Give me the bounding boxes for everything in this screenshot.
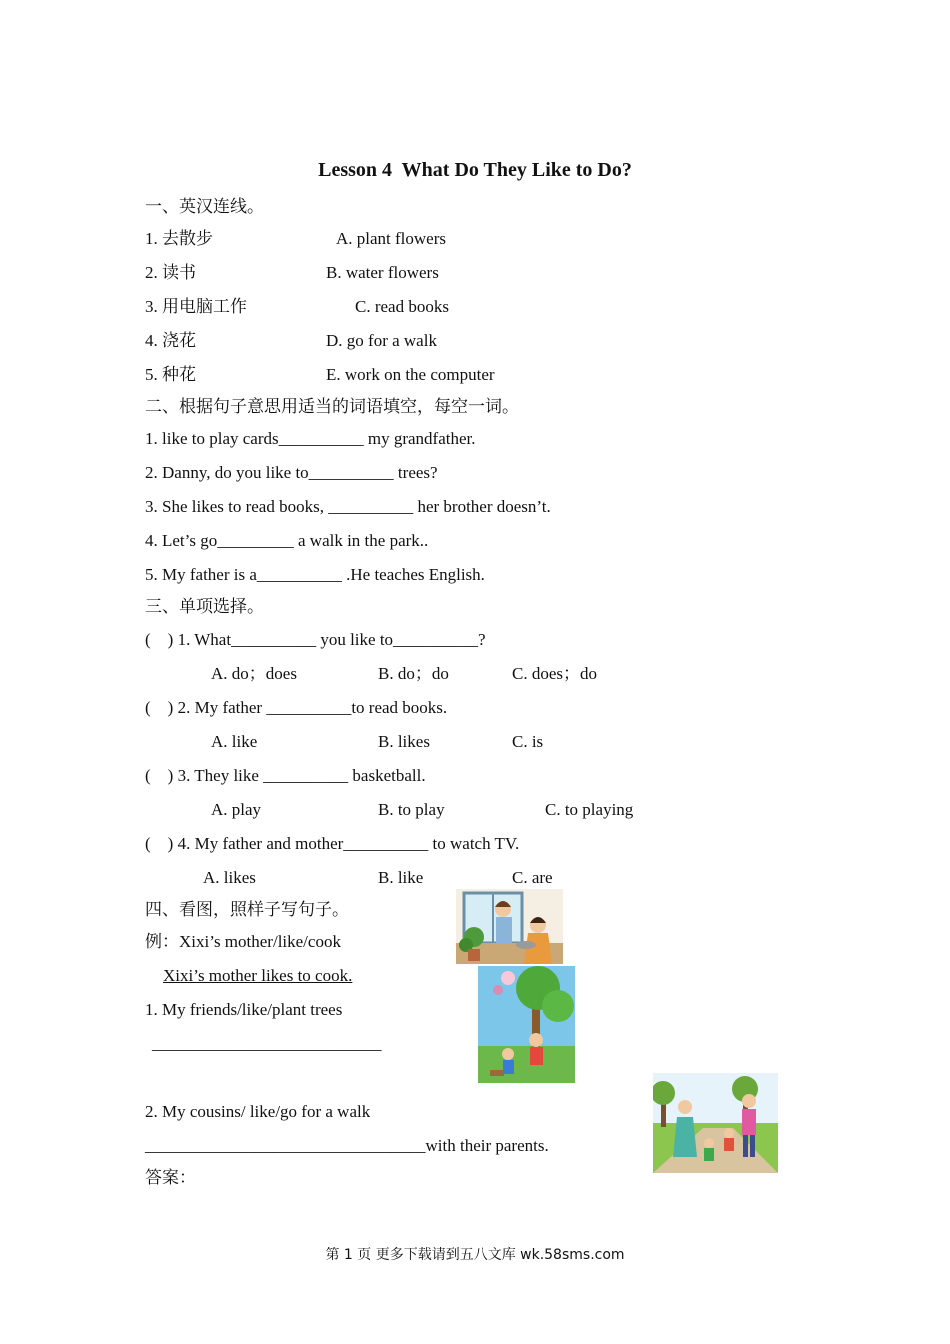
answer-label: 答案：	[145, 1168, 196, 1187]
write-answer-line-2: _________________________________with their parents.	[145, 1136, 549, 1155]
fill-item-4: 4. Let’s go_________ a walk in the park..	[145, 531, 429, 550]
planting-trees-illustration	[478, 966, 575, 1083]
example-prompt: 例：Xixi’s mother/like/cook	[145, 932, 341, 951]
page-title: Lesson 4 What Do They Like to Do?	[318, 159, 632, 181]
choice-3-option-b: B. to play	[378, 800, 445, 819]
choice-4-option-a: A. likes	[203, 868, 256, 887]
example-answer: Xixi’s mother likes to cook.	[163, 966, 353, 985]
section-2-heading: 二、根据句子意思用适当的词语填空，每空一词。	[145, 397, 519, 416]
match-left-5: 5. 种花	[145, 365, 196, 384]
write-answer-blank-1: ___________________________	[152, 1034, 382, 1053]
choice-question-3: ( ) 3. They like __________ basketball.	[145, 766, 426, 785]
fill-item-2: 2. Danny, do you like to__________ trees?	[145, 463, 438, 482]
choice-3-option-a: A. play	[211, 800, 262, 819]
match-left-1: 1. 去散步	[145, 229, 213, 248]
choice-4-option-c: C. are	[512, 868, 553, 887]
choice-2-option-b: B. likes	[378, 732, 430, 751]
fill-item-3: 3. She likes to read books, __________ her brother doesn’t.	[145, 497, 551, 516]
match-right-1: A. plant flowers	[336, 229, 447, 248]
section-4-heading: 四、看图，照样子写句子。	[145, 900, 349, 919]
write-question-1: 1. My friends/like/plant trees	[145, 1000, 343, 1019]
section-3-heading: 三、单项选择。	[145, 597, 264, 616]
choice-3-option-c: C. to playing	[545, 800, 634, 819]
match-left-3: 3. 用电脑工作	[145, 297, 247, 316]
match-left-4: 4. 浇花	[145, 331, 196, 350]
page-footer: 第 1 页 更多下载请到五八文库 wk.58sms.com	[325, 1247, 625, 1263]
match-right-2: B. water flowers	[326, 263, 439, 282]
cooking-illustration	[456, 889, 563, 964]
choice-question-1: ( ) 1. What__________ you like to__________?	[145, 630, 486, 649]
section-1-heading: 一、英汉连线。	[145, 197, 264, 216]
write-question-2: 2. My cousins/ like/go for a walk	[145, 1102, 371, 1121]
match-right-4: D. go for a walk	[326, 331, 437, 350]
choice-question-4: ( ) 4. My father and mother__________ to watch TV.	[145, 834, 520, 853]
choice-question-2: ( ) 2. My father __________to read books.	[145, 698, 448, 717]
choice-1-option-b: B. do；do	[378, 664, 449, 683]
family-walk-illustration	[653, 1073, 778, 1173]
choice-1-option-c: C. does；do	[512, 664, 597, 683]
match-right-5: E. work on the computer	[326, 365, 495, 384]
choice-2-option-c: C. is	[512, 732, 544, 751]
match-right-3: C. read books	[355, 297, 449, 316]
choice-4-option-b: B. like	[378, 868, 424, 887]
choice-1-option-a: A. do；does	[211, 664, 297, 683]
fill-item-1: 1. like to play cards__________ my grandfather.	[145, 429, 476, 448]
fill-item-5: 5. My father is a__________ .He teaches English.	[145, 565, 485, 584]
choice-2-option-a: A. like	[211, 732, 258, 751]
match-left-2: 2. 读书	[145, 263, 196, 282]
